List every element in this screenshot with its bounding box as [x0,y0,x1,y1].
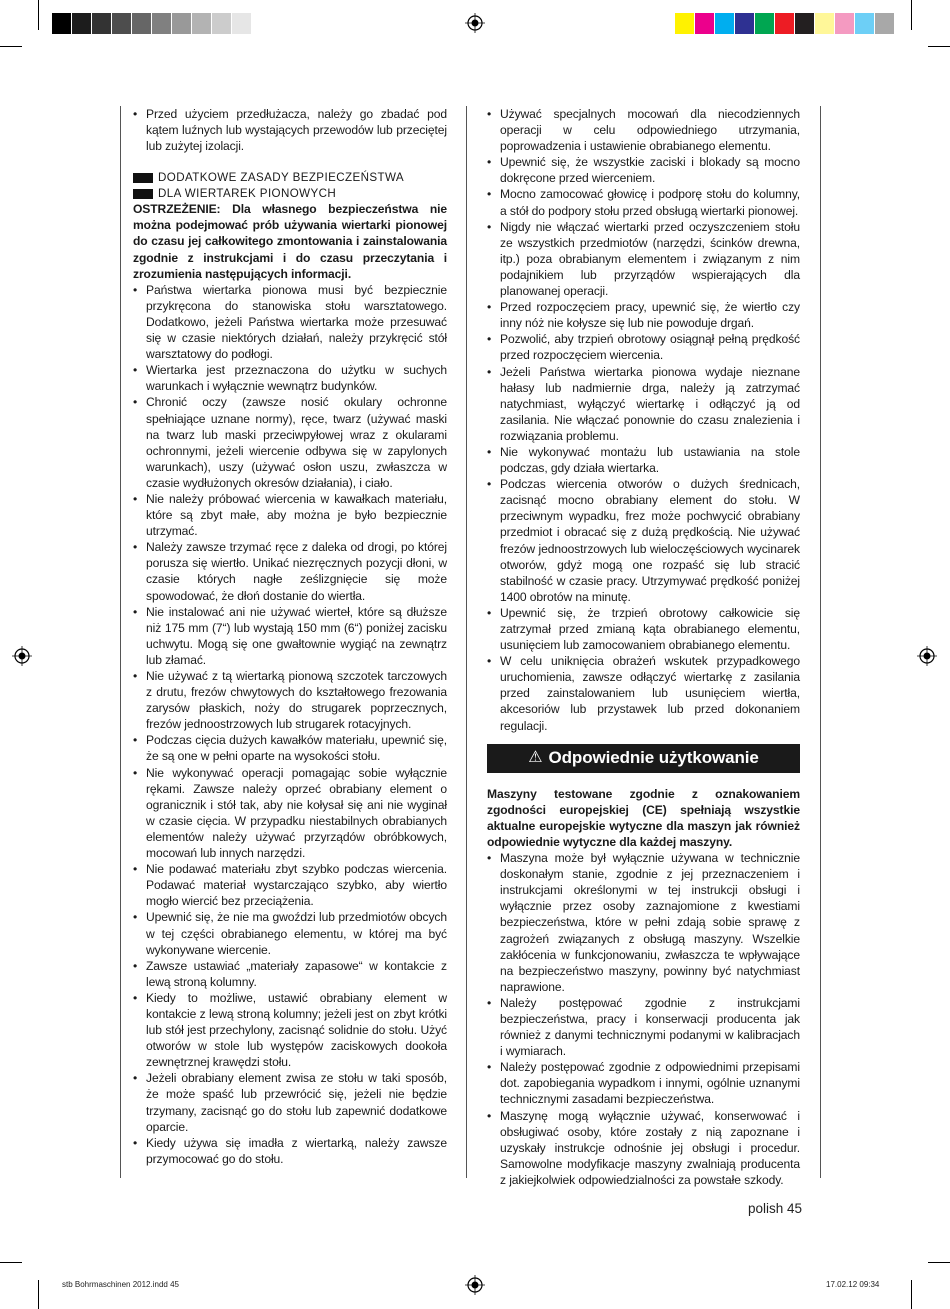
safety-rules-list [133,282,447,1167]
registration-mark-icon [917,646,937,666]
color-swatch [835,13,855,34]
bullet-item: • Państwa wiertarka pionowa musi być bezpiecznie przykręcona do stanowiska stołu warsztatowego. Dodatkowo, jeżeli Państwa wiertarka może przesuwać się w czasie niektórych działań, należy przykręcić stół warsztatowy do podłogi. [133,282,447,362]
bullet-item: • Mocno zamocować głowicę i podporę stołu do kolumny, a stół do podpory stołu przed obsługą wiertarki pionowej. [487,186,800,218]
bullet-item: • Jeżeli Państwa wiertarka pionowa wydaje nieznane hałasy lub nadmiernie drga, należy ją zatrzymać natychmiast, wyłączyć wiertarkę i odłączyć ją od zasilania. Nie włączać ponownie do czasu znalezienia i rozwiązania problemu. [487,364,800,444]
bullet-item: • Pozwolić, aby trzpień obrotowy osiągnął pełną prędkość przed rozpoczęciem wiercenia. [487,331,800,363]
color-swatch [112,13,132,34]
color-swatch [775,13,795,34]
bullet-item: • Nie należy próbować wiercenia w kawałkach materiału, które są zbyt małe, aby można je było bezpiecznie utrzymać. [133,491,447,539]
color-swatch [855,13,875,34]
safety-rules-list-continued [487,106,800,734]
crop-mark [928,1262,950,1263]
bullet-item: • Zawsze ustawiać „materiały zapasowe“ w kontakcie z lewą stroną kolumny. [133,958,447,990]
color-swatch [152,13,172,34]
heading-bar-marker [133,189,153,199]
intended-use-heading [487,744,800,773]
heading-bar-marker [133,173,153,183]
column-divider [820,106,821,1178]
bullet-item: • Upewnić się, że wszystkie zaciski i blokady są mocno dokręcone przed wierceniem. [487,154,800,186]
crop-mark [911,1280,912,1309]
column-divider [120,106,121,1178]
color-swatch [192,13,212,34]
bullet-item: • Upewnić się, że trzpień obrotowy całkowicie się zatrzymał przed zmianą kąta obrabianego elementu, usunięciem lub zamocowaniem obrabianego elementu. [487,605,800,653]
bullet-item: • Upewnić się, że nie ma gwoździ lub przedmiotów obcych w tej części obrabianego elementu, w której ma być wykonywane wiercenie. [133,909,447,957]
bullet-item: • Podczas cięcia dużych kawałków materiału, upewnić się, że są one w pełni oparte na wysokości stołu. [133,732,447,764]
crop-mark [0,46,22,47]
color-swatch [695,13,715,34]
crop-mark [38,0,39,30]
bullet-item: • Maszyna może był wyłącznie używana w technicznie doskonałym stanie, zgodnie z jej przeznaczeniem i instrukcjami określonymi w tej instrukcji obsługi i wyłącznie przez osoby zaznajomione z kwestiami bezpieczeństwa, które w pełni zdają sobie sprawę z zagrożeń związanych z obsługą maszyny. Wszelkie zakłócenia w funkcjonowaniu, zwłaszcza te wpływające na bezpieczeństwo maszyny, powinny być natychmiast naprawione. [487,850,800,995]
column-divider [466,106,467,1178]
slug-timestamp: 17.02.12 09:34 [826,1280,880,1289]
bullet-item: • Wiertarka jest przeznaczona do użytku w suchych warunkach i wyłącznie wewnątrz budynków. [133,362,447,394]
crop-mark [911,0,912,30]
grayscale-calibration-bar [52,13,252,34]
warning-paragraph: OSTRZEŻENIE: Dla własnego bezpieczeństwa nie można podejmować prób używania wiertarki pionowej do czasu jej całkowitego zmontowania i zainstalowania zgodnie z instrukcjami i do czasu przeczytania i zrozumienia następujących informacji. [133,202,447,281]
registration-mark-icon [12,646,32,666]
bullet-item: • Należy postępować zgodnie z odpowiednimi przepisami dot. zapobiegania wypadkom i innymi, ogólnie uznanymi technicznymi zasadami bezpieczeństwa. [487,1059,800,1107]
crop-mark [38,1280,39,1309]
registration-mark-icon [465,1275,485,1295]
bullet-item: • Używać specjalnych mocowań dla niecodziennych operacji w celu odpowiedniego utrzymania, poprowadzenia i ustawienie obrabianego elementu. [487,106,800,154]
registration-mark-icon [465,13,485,33]
color-swatch [675,13,695,34]
color-swatch [815,13,835,34]
color-swatch [92,13,112,34]
crop-mark [0,1262,22,1263]
bullet-item: • Przed użyciem przedłużacza, należy go zbadać pod kątem luźnych lub wystających przewodów lub przeciętej lub zużytej izolacji. [133,106,447,154]
section-heading [133,186,447,202]
extension-cord-bullets [133,106,447,154]
bullet-item: • Maszynę mogą wyłącznie używać, konserwować i obsługiwać osoby, które zostały z nią zapoznane i uzyskały instrukcje odnośnie jej obsługi i procedur. Samowolne modyfikacje maszyny zwalniają producenta z jakiejkolwiek odpowiedzialności za powstałe szkody. [487,1108,800,1188]
ce-intro-paragraph: Maszyny testowane zgodnie z oznakowaniem zgodności europejskiej (CE) spełniają wszystkie aktualne europejskie wytyczne dla maszyn jak również odpowiednie wytyczne dla każdej maszyny. [487,786,800,849]
page-number: polish 45 [748,1201,803,1216]
bullet-item: • Kiedy to możliwe, ustawić obrabiany element w kontakcie z lewą stroną kolumny; jeżeli jest on zbyt krótki lub stół jest przechylony, zacisnąć solidnie do stołu. Użyć otworów w stole lub występów zaciskowych dookoła zewnętrznej krawędzi stołu. [133,990,447,1070]
color-swatch [232,13,252,34]
bullet-item: • Kiedy używa się imadła z wiertarką, należy zawsze przymocować go do stołu. [133,1135,447,1167]
left-column [133,106,447,1167]
color-swatch [212,13,232,34]
heading-line-1: DODATKOWE ZASADY BEZPIECZEŃSTWA [158,171,405,185]
color-swatch [875,13,895,34]
bullet-item: • Podczas wiercenia otworów o dużych średnicach, zacisnąć mocno obrabiany element do stołu. W przeciwnym wypadku, frez może pochwycić obrabiany przedmiot i obracać się z dużą prędkością. Nie używać frezów jednoostrzowych lub wieloczęściowych wycinarek otworów, gdyż mogą one rozpaść się lub stracić stabilność w czasie pracy. Utrzymywać prędkość poniżej 1400 obrotów na minutę. [487,476,800,605]
bullet-item: • Należy zawsze trzymać ręce z daleka od drogi, po której porusza się wiertło. Unikać niezręcznych pozycji dłoni, w czasie których nagłe ześlizgnięcie się może spowodować, że dłoń dostanie do wiertła. [133,539,447,603]
color-swatch [715,13,735,34]
bullet-item: • W celu uniknięcia obrażeń wskutek przypadkowego uruchomienia, zawsze odłączyć wiertarkę z zasilania przed zainstalowaniem lub usunięciem wiertła, akcesoriów lub przystawek lub przed dokonaniem regulacji. [487,653,800,733]
color-swatch [735,13,755,34]
slug-filename: stb Bohrmaschinen 2012.indd 45 [62,1280,179,1289]
crop-mark [928,46,950,47]
bullet-item: • Nigdy nie włączać wiertarki przed oczyszczeniem stołu ze wszystkich przedmiotów (narzędzi, ścinków drewna, itp.) poza obrabianym elementem i związanym z nim podajnikiem lub przyrządów wspierających dla planowanej operacji. [487,219,800,299]
intended-use-list [487,850,800,1188]
bullet-item: • Nie instalować ani nie używać wierteł, które są dłuższe niż 175 mm (7“) lub wystają 150 mm (6“) poniżej zacisku uchwytu. Mogą się one gwałtownie wygiąć na zewnątrz lub złamać. [133,604,447,668]
section-heading [133,170,447,186]
bullet-item: • Nie używać z tą wiertarką pionową szczotek tarczowych z drutu, frezów chwytowych do kształtowego frezowania zarysów płaskich, noży do strugarek poprzecznych, frezów jednoostrzowych lub strugarek rotacyjnych. [133,668,447,732]
color-calibration-bar [675,13,895,34]
color-swatch [72,13,92,34]
color-swatch [172,13,192,34]
heading-line-2: DLA WIERTAREK PIONOWYCH [158,186,337,200]
color-swatch [52,13,72,34]
right-column [487,106,800,1188]
color-swatch [755,13,775,34]
bullet-item: • Nie wykonywać operacji pomagając sobie wyłącznie rękami. Zawsze należy oprzeć obrabiany element o ogranicznik i stół tak, aby nie kołysał się ani nie wyginał w czasie cięcia. W przypadku niestabilnych obrabianych elementów należy używać przyrządów obróbkowych, mocowań lub innych narzędzi. [133,765,447,862]
bullet-item: • Nie wykonywać montażu lub ustawiania na stole podczas, gdy działa wiertarka. [487,444,800,476]
bullet-item: • Przed rozpoczęciem pracy, upewnić się, że wiertło czy inny nóż nie kołysze się lub nie powoduje drgań. [487,299,800,331]
intended-use-title: Odpowiednie użytkowanie [548,748,759,768]
color-swatch [795,13,815,34]
color-swatch [132,13,152,34]
bullet-item: • Chronić oczy (zawsze nosić okulary ochronne spełniające uznane normy), ręce, twarz (używać maski na twarz lub maski przeciwpyłowej wraz z okularami ochronnymi, jeżeli wiercenie odbywa się w zapylonych warunkach), uszy (używać osłon uszu, zwłaszcza w czasie wydłużonych okresów działania), i ciało. [133,394,447,491]
warning-triangle-icon: ⚠ [528,749,543,767]
bullet-item: • Należy postępować zgodnie z instrukcjami bezpieczeństwa, pracy i konserwacji producenta jak również z danymi technicznymi podanymi w kalibracjach i wymiarach. [487,995,800,1059]
bullet-item: • Jeżeli obrabiany element zwisa ze stołu w taki sposób, że może spaść lub przewrócić się, jeżeli nie będzie trzymany, zacisnąć go do stołu lub zapewnić dodatkowe oparcie. [133,1070,447,1134]
bullet-item: • Nie podawać materiału zbyt szybko podczas wiercenia. Podawać materiał wystarczająco szybko, aby wiertło mogło wiercić bez przeciążenia. [133,861,447,909]
